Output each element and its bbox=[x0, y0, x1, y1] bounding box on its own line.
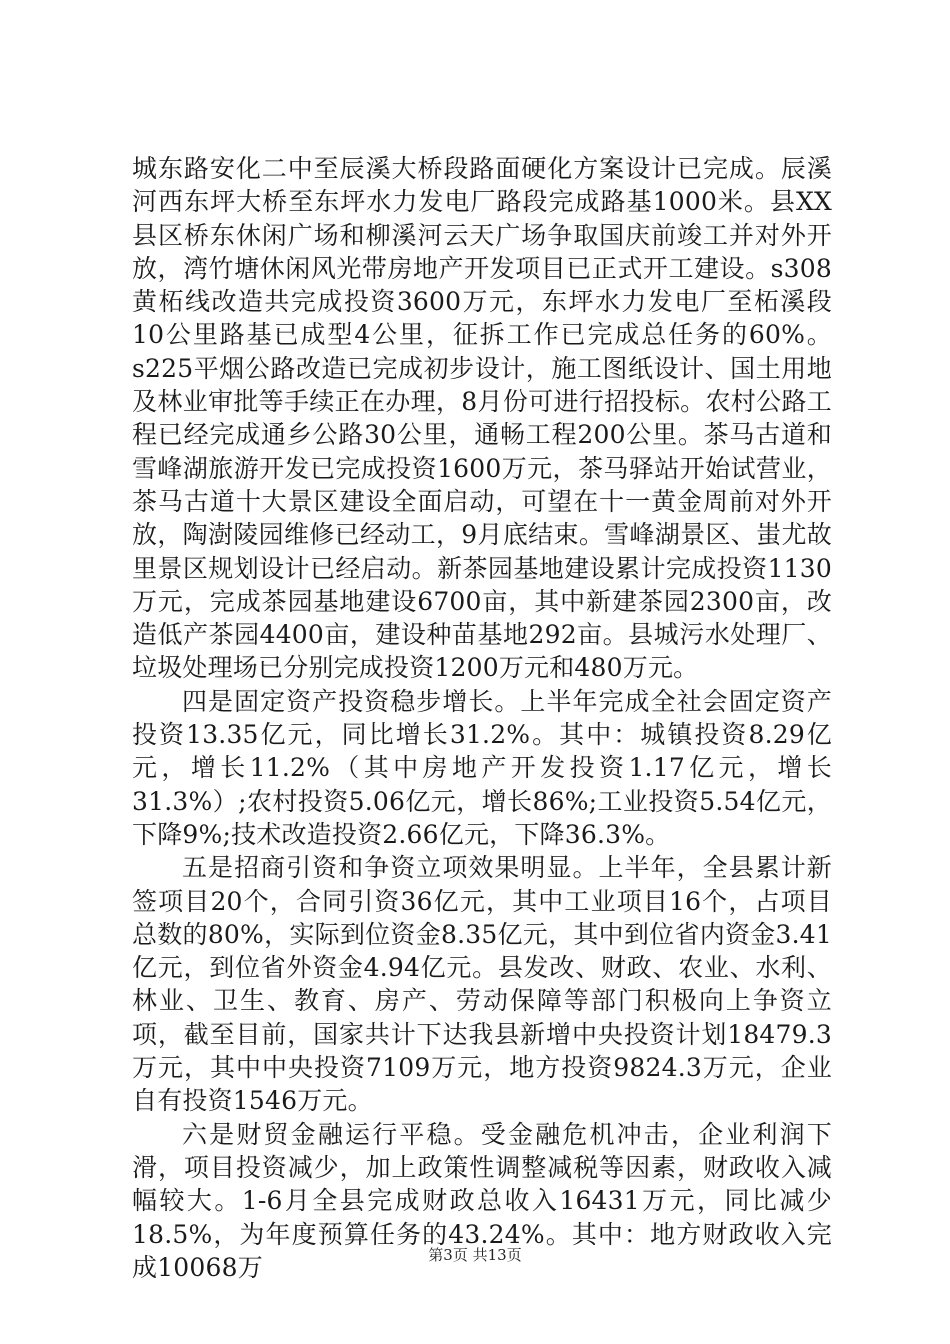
page-number-footer: 第3页 共13页 bbox=[428, 1246, 522, 1264]
paragraph-finance-trade: 六是财贸金融运行平稳。受金融危机冲击，企业利润下滑，项目投资减少，加上政策性调整减税等因素，财政收入减幅较大。1-6月全县完成财政总收入16431万元，同比减少18.5%，为年度预算任务的43.24%。其中：地方财政收入完成10068万 bbox=[132, 1119, 832, 1282]
paragraph-fixed-asset-investment: 四是固定资产投资稳步增长。上半年完成全社会固定资产投资13.35亿元，同比增长31.2%。其中：城镇投资8.29亿元，增长11.2%（其中房地产开发投资1.17亿元，增长31.3%）;农村投资5.06亿元，增长86%;工业投资5.54亿元，下降9%;技术改造投资2.66亿元，下降36.3%。 bbox=[132, 686, 832, 849]
paragraph-investment-attraction: 五是招商引资和争资立项效果明显。上半年，全县累计新签项目20个，合同引资36亿元，其中工业项目16个，占项目总数的80%，实际到位资金8.35亿元，其中到位省内资金3.41亿元，到位省外资金4.94亿元。县发改、财政、农业、水利、林业、卫生、教育、房产、劳动保障等部门积极向上争资立项，截至目前，国家共计下达我县新增中央投资计划18479.3万元，其中中央投资7109万元，地方投资9824.3万元，企业自有投资1546万元。 bbox=[132, 853, 832, 1116]
paragraph-road-projects: 城东路安化二中至辰溪大桥段路面硬化方案设计已完成。辰溪河西东坪大桥至东坪水力发电厂路段完成路基1000米。县XX县区桥东休闲广场和柳溪河云天广场争取国庆前竣工并对外开放，湾竹塘休闲风光带房地产开发项目已正式开工建设。s308黄柘线改造共完成投资3600万元，东坪水力发电厂至柘溪段10公里路基已成型4公里，征拆工作已完成总任务的60%。s225平烟公路改造已完成初步设计，施工图纸设计、国土用地及林业审批等手续正在办理，8月份可进行招投标。农村公路工程已经完成通乡公路30公里，通畅工程200公里。茶马古道和雪峰湖旅游开发已完成投资1600万元，茶马驿站开始试营业，茶马古道十大景区建设全面启动，可望在十一黄金周前对外开放，陶澍陵园维修已经动工，9月底结束。雪峰湖景区、蚩尤故里景区规划设计已经启动。新茶园基地建设累计完成投资1130万元，完成茶园基地建设6700亩，其中新建茶园2300亩，改造低产茶园4400亩，建设种苗基地292亩。县城污水处理厂、垃圾处理场已分别完成投资1200万元和480万元。 bbox=[132, 154, 832, 683]
document-body bbox=[132, 152, 832, 1284]
